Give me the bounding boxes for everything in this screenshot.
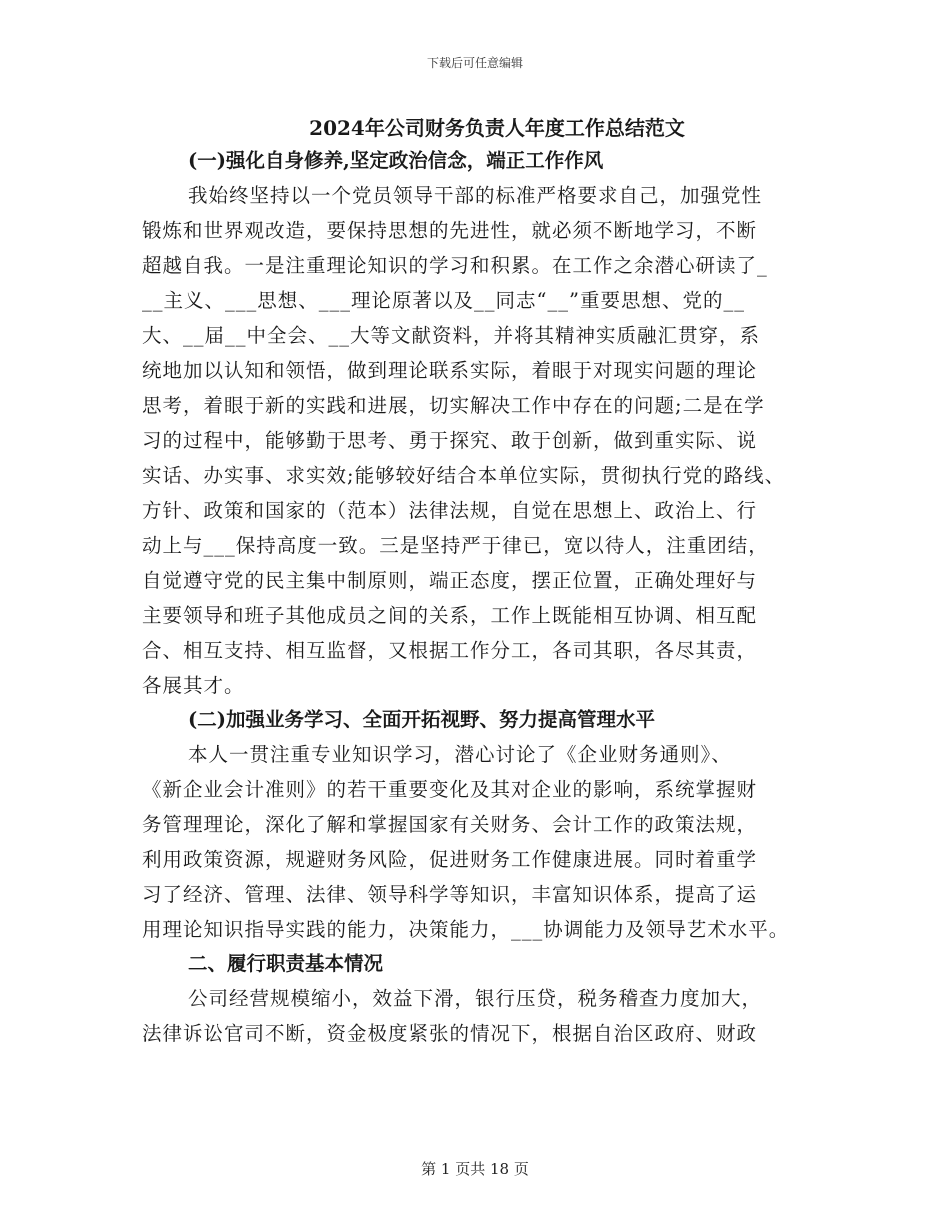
section-heading-2: (二)加强业务学习、全面开拓视野、努力提高管理水平 <box>188 708 655 731</box>
section-3-paragraph <box>142 981 832 1051</box>
paragraph-line: 思考，着眼于新的实践和进展，切实解决工作中存在的问题;二是在学 <box>142 394 765 417</box>
paragraph-line: 各展其才。 <box>142 674 245 697</box>
paragraph-line: 实话、办实事、求实效;能够较好结合本单位实际，贯彻执行党的路线、 <box>142 464 786 487</box>
page-number: 第 1 页共 18 页 <box>421 1160 529 1178</box>
paragraph-line: 主要领导和班子其他成员之间的关系，工作上既能相互协调、相互配 <box>142 604 758 627</box>
paragraph-line: 我始终坚持以一个党员领导干部的标准严格要求自己，加强党性 <box>188 184 763 207</box>
paragraph-line: 务管理理论，深化了解和掌握国家有关财务、会计工作的政策法规， <box>142 813 758 836</box>
paragraph-line: 习的过程中，能够勤于思考、勇于探究、敢于创新，做到重实际、说 <box>142 429 758 452</box>
section-heading-1: (一)强化自身修养,坚定政治信念，端正工作作风 <box>188 149 604 172</box>
header-note: 下载后可任意编辑 <box>426 56 523 70</box>
paragraph-line: 自觉遵守党的民主集中制原则，端正态度，摆正位置，正确处理好与 <box>142 569 758 592</box>
paragraph-line: __主义、___思想、___理论原著以及__同志“__”重要思想、党的__ <box>142 289 745 312</box>
document-title: 2024年公司财务负责人年度工作总结范文 <box>309 116 685 140</box>
section-2-paragraph <box>142 737 832 947</box>
paragraph-line: 法律诉讼官司不断，资金极度紧张的情况下，根据自治区政府、财政 <box>142 1022 758 1045</box>
document-body <box>142 112 832 1051</box>
paragraph-line: 公司经营规模缩小，效益下滑，银行压贷，税务稽查力度加大， <box>188 987 763 1010</box>
section-1-paragraph <box>142 178 832 703</box>
paragraph-line: 习了经济、管理、法律、领导科学等知识，丰富知识体系，提高了运 <box>142 883 758 906</box>
paragraph-line: 方针、政策和国家的（范本）法律法规，自觉在思想上、政治上、行 <box>142 499 758 522</box>
paragraph-line: 《新企业会计准则》的若干重要变化及其对企业的影响，系统掌握财 <box>142 778 758 801</box>
paragraph-line: 本人一贯注重专业知识学习，潜心讨论了《企业财务通则》、 <box>188 743 732 766</box>
paragraph-line: 合、相互支持、相互监督，又根据工作分工，各司其职，各尽其责， <box>142 639 758 662</box>
paragraph-line: 统地加以认知和领悟，做到理论联系实际，着眼于对现实问题的理论 <box>142 359 758 382</box>
paragraph-line: 超越自我。一是注重理论知识的学习和积累。在工作之余潜心研读了_ <box>142 254 768 277</box>
paragraph-line: 利用政策资源，规避财务风险，促进财务工作健康进展。同时着重学 <box>142 848 758 871</box>
paragraph-line: 锻炼和世界观改造，要保持思想的先进性，就必须不断地学习，不断 <box>142 219 758 242</box>
paragraph-line: 动上与___保持高度一致。三是坚持严于律已，宽以待人，注重团结， <box>142 534 769 557</box>
section-heading-3: 二、履行职责基本情况 <box>188 952 384 975</box>
paragraph-line: 大、__届__中全会、__大等文献资料，并将其精神实质融汇贯穿，系 <box>142 324 761 347</box>
paragraph-line: 用理论知识指导实践的能力，决策能力，___协调能力及领导艺术水平。 <box>142 918 790 941</box>
